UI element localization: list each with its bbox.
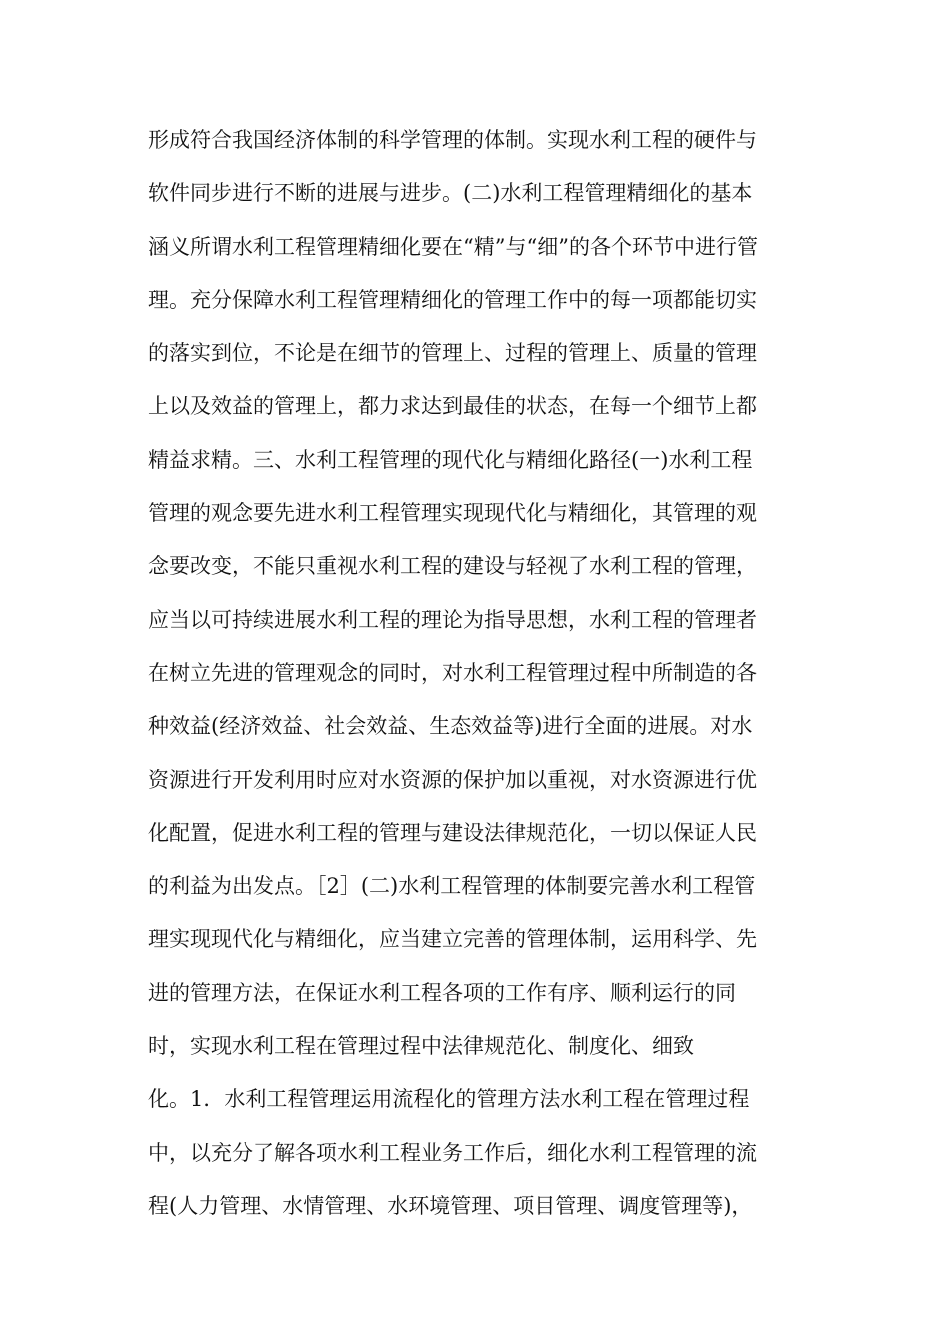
text-line: 的利益为出发点。［2］(二)水利工程管理的体制要完善水利工程管 <box>148 874 756 899</box>
text-line: 化。1．水利工程管理运用流程化的管理方法水利工程在管理过程 <box>148 1087 750 1112</box>
text-line: 理。充分保障水利工程管理精细化的管理工作中的每一项都能切实 <box>148 287 757 312</box>
text-line: 管理的观念要先进水利工程管理实现现代化与精细化，其管理的观 <box>148 501 757 526</box>
text-line: 进的管理方法，在保证水利工程各项的工作有序、顺利运行的同 <box>148 980 736 1005</box>
text-line: 程(人力管理、水情管理、水环境管理、项目管理、调度管理等)， <box>148 1193 753 1218</box>
text-line: 时，实现水利工程在管理过程中法律规范化、制度化、细致 <box>148 1034 694 1059</box>
text-line: 上以及效益的管理上，都力求达到最佳的状态，在每一个细节上都 <box>148 394 757 419</box>
text-line: 的落实到位，不论是在细节的管理上、过程的管理上、质量的管理 <box>148 341 757 366</box>
text-line: 理实现现代化与精细化，应当建立完善的管理体制，运用科学、先 <box>148 927 757 952</box>
text-line: 精益求精。三、水利工程管理的现代化与精细化路径(一)水利工程 <box>148 447 753 472</box>
text-line: 涵义所谓水利工程管理精细化要在“精”与“细”的各个环节中进行管 <box>148 234 758 259</box>
text-line: 资源进行开发利用时应对水资源的保护加以重视，对水资源进行优 <box>148 767 757 792</box>
text-line: 种效益(经济效益、社会效益、生态效益等)进行全面的进展。对水 <box>148 714 753 739</box>
text-line: 软件同步进行不断的进展与进步。(二)水利工程管理精细化的基本 <box>148 181 753 206</box>
text-line: 念要改变，不能只重视水利工程的建设与轻视了水利工程的管理， <box>148 554 757 579</box>
text-line: 应当以可持续进展水利工程的理论为指导思想，水利工程的管理者 <box>148 607 757 632</box>
text-line: 形成符合我国经济体制的科学管理的体制。实现水利工程的硬件与 <box>148 128 757 152</box>
body-text <box>148 114 808 1233</box>
text-line: 中，以充分了解各项水利工程业务工作后，细化水利工程管理的流 <box>148 1140 757 1165</box>
text-line: 化配置，促进水利工程的管理与建设法律规范化，一切以保证人民 <box>148 820 757 845</box>
text-line: 在树立先进的管理观念的同时，对水利工程管理过程中所制造的各 <box>148 660 757 685</box>
